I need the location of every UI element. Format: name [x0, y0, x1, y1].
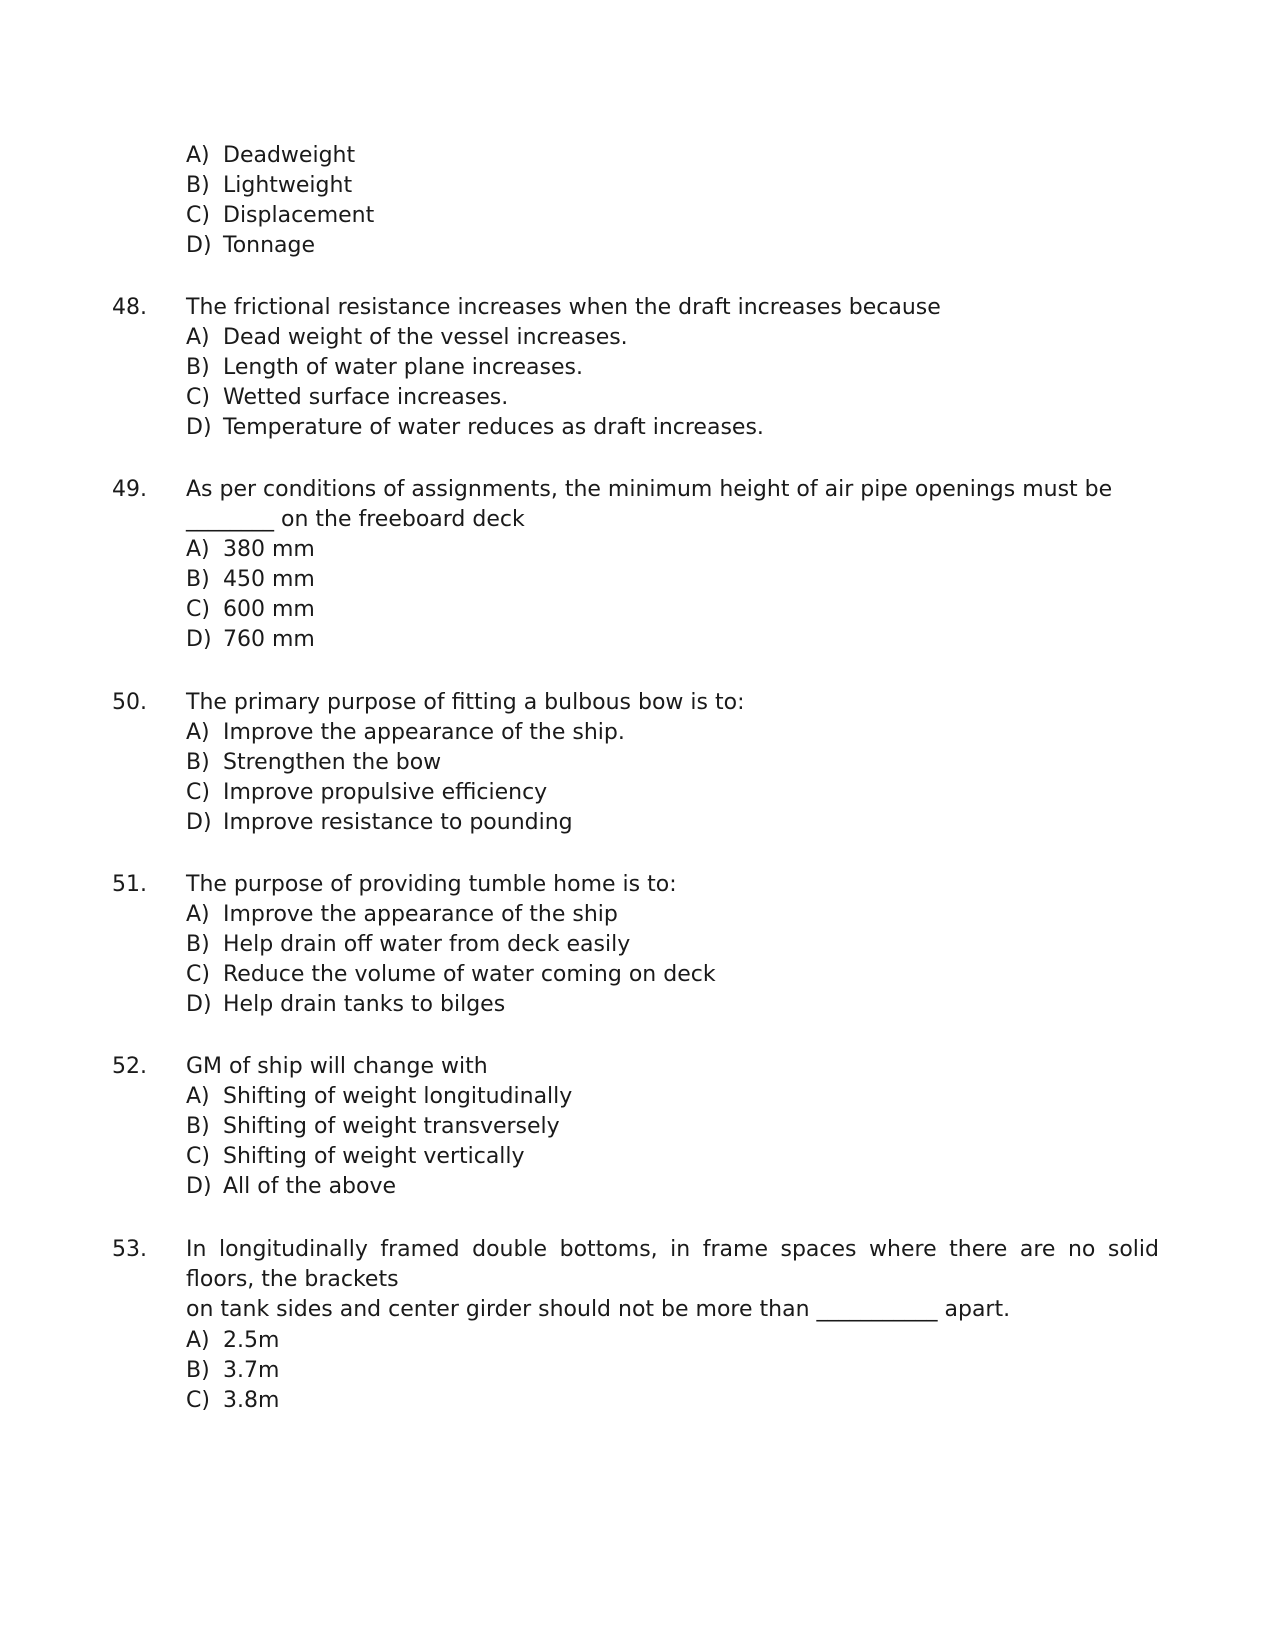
- option-50-c: [186, 778, 547, 808]
- option-label: D): [186, 992, 212, 1017]
- option-carryover-b: [186, 171, 352, 201]
- option-52-d: [186, 1172, 396, 1202]
- option-50-d: [186, 808, 573, 838]
- option-text: Improve propulsive efficiency: [223, 780, 548, 805]
- option-49-b: [186, 565, 315, 595]
- option-51-b: [186, 930, 630, 960]
- option-52-b: [186, 1112, 560, 1142]
- question-49-text-line-1: As per conditions of assignments, the minimum height of air pipe openings must be: [186, 477, 1113, 502]
- option-50-b: [186, 748, 441, 778]
- option-text: Displacement: [223, 203, 375, 228]
- option-text: 3.7m: [223, 1358, 280, 1383]
- option-text: 450 mm: [223, 567, 315, 592]
- option-52-a: [186, 1082, 572, 1112]
- option-label: C): [186, 1388, 210, 1413]
- option-49-c: [186, 595, 315, 625]
- question-48-number: 48.: [112, 295, 147, 320]
- option-label: B): [186, 355, 210, 380]
- question-50-number: 50.: [112, 690, 147, 715]
- option-51-a: [186, 900, 618, 930]
- option-text: Shifting of weight vertically: [223, 1144, 525, 1169]
- option-label: C): [186, 203, 210, 228]
- option-label: D): [186, 233, 212, 258]
- option-label: B): [186, 567, 210, 592]
- option-label: C): [186, 962, 210, 987]
- option-label: B): [186, 1358, 210, 1383]
- option-label: C): [186, 597, 210, 622]
- option-text: Tonnage: [223, 233, 316, 258]
- option-carryover-a: [186, 141, 355, 171]
- option-text: Improve the appearance of the ship: [223, 902, 618, 927]
- option-label: B): [186, 750, 210, 775]
- question-53-text-line-3: on tank sides and center girder should not be more than ___________ apart.: [186, 1297, 1011, 1322]
- option-label: D): [186, 810, 212, 835]
- option-text: Deadweight: [223, 143, 356, 168]
- option-label: A): [186, 325, 210, 350]
- option-text: Shifting of weight transversely: [223, 1114, 560, 1139]
- option-label: C): [186, 1144, 210, 1169]
- option-label: D): [186, 627, 212, 652]
- option-53-a: [186, 1326, 279, 1356]
- question-51-number: 51.: [112, 872, 147, 897]
- option-text: Shifting of weight longitudinally: [223, 1084, 573, 1109]
- option-label: D): [186, 1174, 212, 1199]
- option-text: All of the above: [223, 1174, 397, 1199]
- option-48-a: [186, 323, 628, 353]
- question-53-text-line-2: floors, the brackets: [186, 1267, 399, 1292]
- option-label: A): [186, 1328, 210, 1353]
- question-53-number: 53.: [112, 1237, 147, 1262]
- option-label: A): [186, 143, 210, 168]
- option-52-c: [186, 1142, 525, 1172]
- option-48-c: [186, 383, 508, 413]
- option-text: Dead weight of the vessel increases.: [223, 325, 628, 350]
- question-49-number: 49.: [112, 477, 147, 502]
- option-text: Length of water plane increases.: [223, 355, 583, 380]
- option-text: Help drain tanks to bilges: [223, 992, 506, 1017]
- option-text: 600 mm: [223, 597, 315, 622]
- option-carryover-d: [186, 231, 315, 261]
- option-text: Strengthen the bow: [223, 750, 442, 775]
- option-53-b: [186, 1356, 279, 1386]
- option-text: 3.8m: [223, 1388, 280, 1413]
- option-label: A): [186, 720, 210, 745]
- option-text: Reduce the volume of water coming on deck: [223, 962, 716, 987]
- option-label: C): [186, 780, 210, 805]
- option-51-d: [186, 990, 505, 1020]
- question-53-text-line-1: In longitudinally framed double bottoms, in frame spaces where there are no solid: [186, 1237, 1159, 1262]
- option-label: B): [186, 932, 210, 957]
- question-49-text-line-2: ________ on the freeboard deck: [186, 507, 525, 532]
- option-label: B): [186, 173, 210, 198]
- question-52-number: 52.: [112, 1054, 147, 1079]
- option-50-a: [186, 718, 625, 748]
- option-text: 2.5m: [223, 1328, 280, 1353]
- option-label: A): [186, 537, 210, 562]
- option-label: D): [186, 415, 212, 440]
- option-53-c: [186, 1386, 279, 1416]
- option-label: B): [186, 1114, 210, 1139]
- option-text: Temperature of water reduces as draft increases.: [223, 415, 764, 440]
- option-48-b: [186, 353, 583, 383]
- option-text: Improve resistance to pounding: [223, 810, 573, 835]
- option-text: 380 mm: [223, 537, 315, 562]
- option-label: A): [186, 1084, 210, 1109]
- option-text: Wetted surface increases.: [223, 385, 509, 410]
- question-48-text: The frictional resistance increases when the draft increases because: [186, 295, 941, 320]
- question-52-text: GM of ship will change with: [186, 1054, 488, 1079]
- option-49-d: [186, 625, 315, 655]
- option-49-a: [186, 535, 315, 565]
- option-text: Help drain off water from deck easily: [223, 932, 631, 957]
- option-text: Improve the appearance of the ship.: [223, 720, 625, 745]
- option-text: Lightweight: [223, 173, 353, 198]
- option-51-c: [186, 960, 716, 990]
- option-48-d: [186, 413, 764, 443]
- question-51-text: The purpose of providing tumble home is to:: [186, 872, 677, 897]
- option-carryover-c: [186, 201, 374, 231]
- option-label: A): [186, 902, 210, 927]
- option-label: C): [186, 385, 210, 410]
- question-50-text: The primary purpose of fitting a bulbous bow is to:: [186, 690, 745, 715]
- option-text: 760 mm: [223, 627, 315, 652]
